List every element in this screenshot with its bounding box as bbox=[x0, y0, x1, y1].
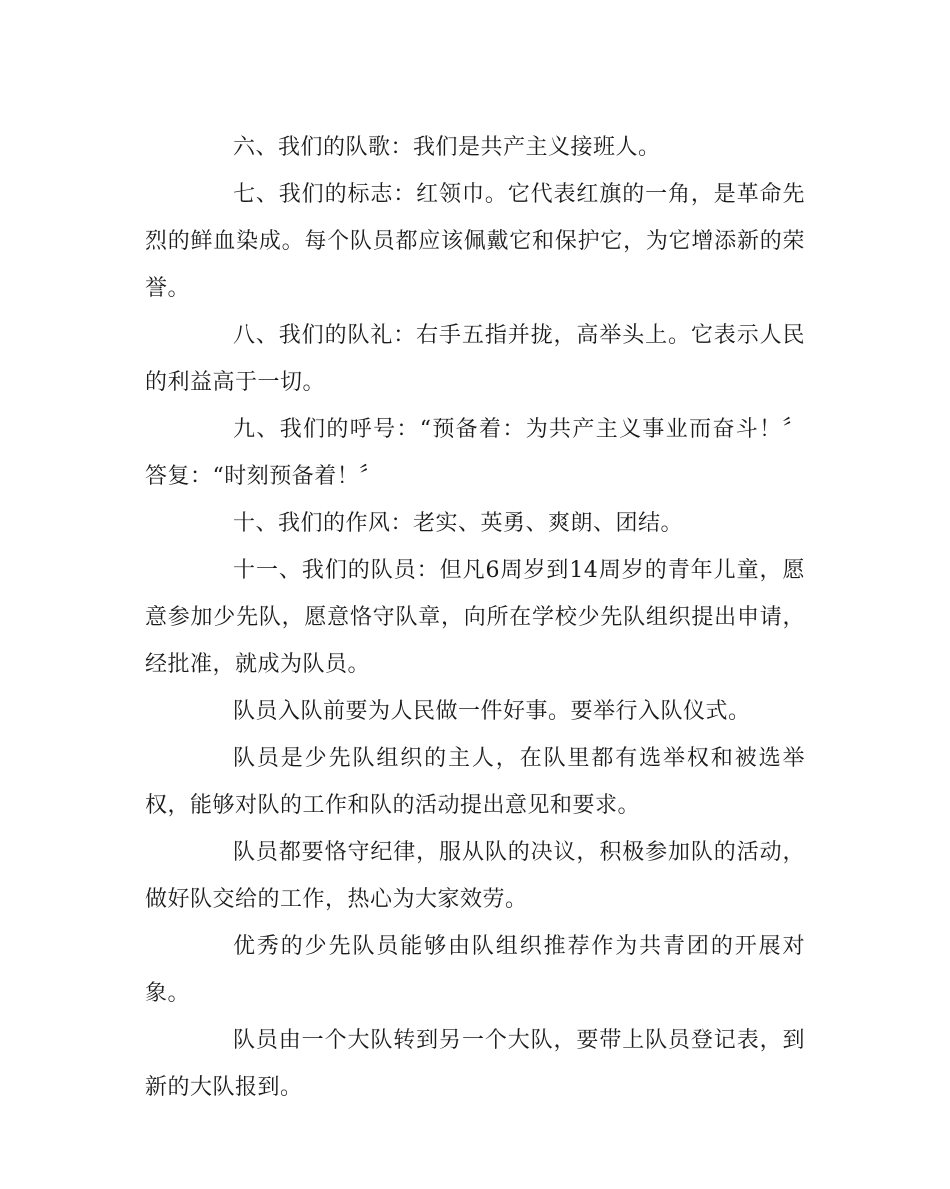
paragraph-team-style: 十、我们的作风：老实、英勇、爽朗、团结。 bbox=[233, 511, 684, 536]
paragraph-team-members: 十一、我们的队员：但凡6周岁到14周岁的青年儿童，愿意参加少先队，愿意恪守队章，向所在学校少先队组织提出申请，经批准，就成为队员。 bbox=[145, 558, 805, 677]
paragraph-team-song: 六、我们的队歌：我们是共产主义接班人。 bbox=[233, 135, 661, 160]
paragraph-team-motto: 九、我们的呼号：“预备着：为共产主义事业而奋斗！〞答复：“时刻预备着！〞 bbox=[145, 417, 805, 489]
paragraph-member-duties: 队员都要恪守纪律，服从队的决议，积极参加队的活动，做好队交给的工作，热心为大家效劳。 bbox=[145, 840, 805, 912]
paragraph-member-rights: 队员是少先队组织的主人，在队里都有选举权和被选举权，能够对队的工作和队的活动提出意见和要求。 bbox=[145, 746, 805, 818]
paragraph-induction: 队员入队前要为人民做一件好事。要举行入队仪式。 bbox=[233, 699, 751, 724]
paragraph-transfer: 队员由一个大队转到另一个大队，要带上队员登记表，到新的大队报到。 bbox=[145, 1028, 805, 1100]
paragraph-team-salute: 八、我们的队礼：右手五指并拢，高举头上。它表示人民的利益高于一切。 bbox=[145, 323, 805, 395]
document-body bbox=[145, 124, 805, 1111]
paragraph-team-emblem: 七、我们的标志：红领巾。它代表红旗的一角，是革命先烈的鲜血染成。每个队员都应该佩戴它和保护它，为它增添新的荣誉。 bbox=[145, 182, 805, 301]
paragraph-league-recommendation: 优秀的少先队员能够由队组织推荐作为共青团的开展对象。 bbox=[145, 934, 805, 1006]
